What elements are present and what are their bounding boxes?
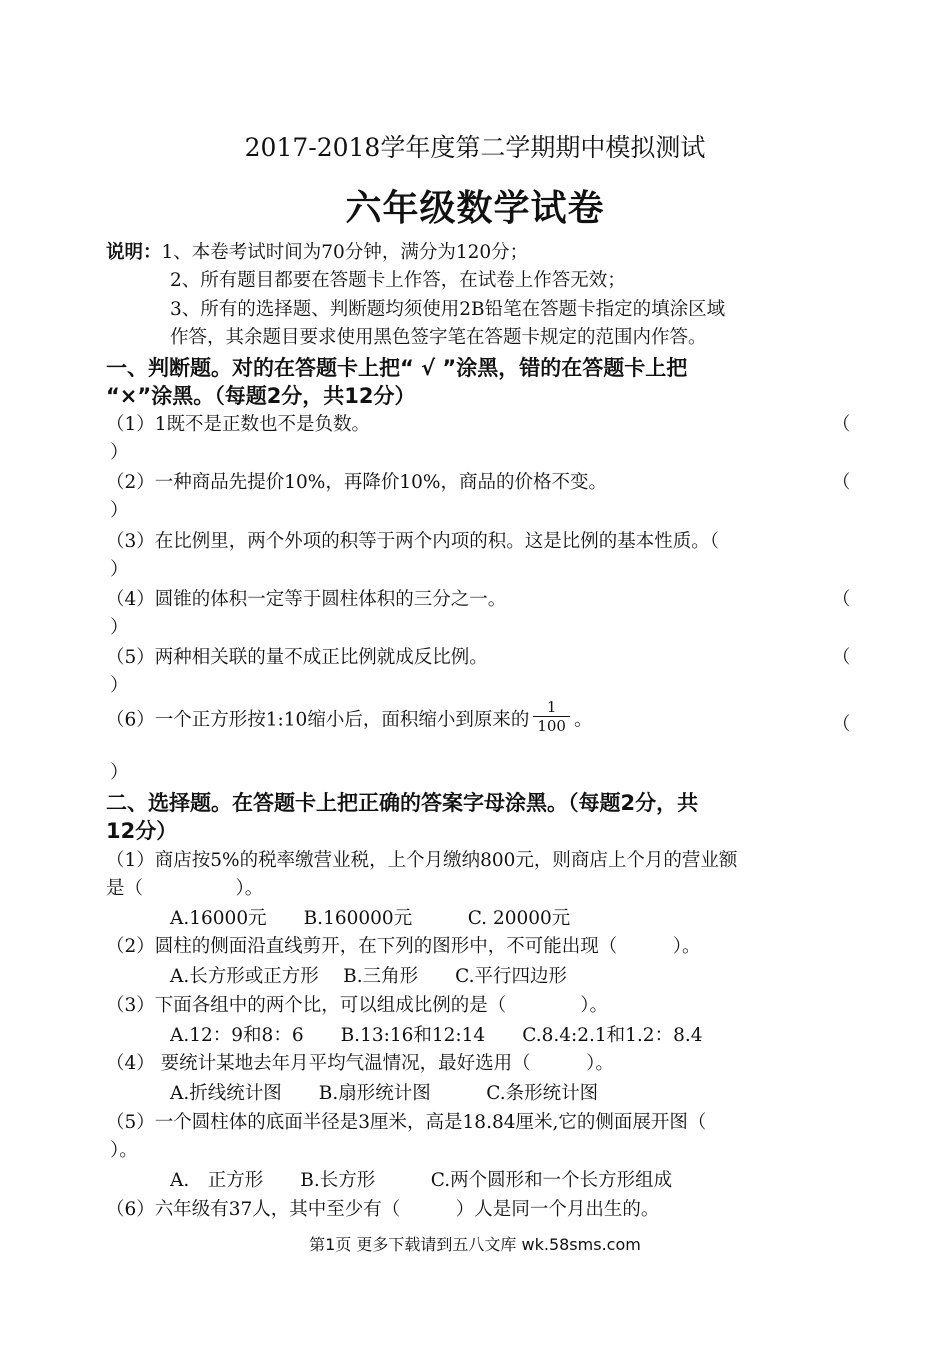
s2-question-4: （4） 要统计某地去年月平均气温情况，最好选用（ ）。: [106, 1053, 614, 1074]
fraction-numerator: 1: [533, 698, 570, 717]
s1-q4-close-paren: ）: [110, 617, 129, 638]
s2-q1-options: A.16000元 B.160000元 C. 20000元: [170, 908, 571, 929]
s2-q2-options: A.长方形或正方形 B.三角形 C.平行四边形: [170, 966, 567, 987]
s1-q6-open-paren: （: [832, 714, 851, 735]
section1-heading-line1: 一、判断题。对的在答题卡上把“ √ ”涂黑，错的在答题卡上把: [106, 356, 688, 380]
s1-question-5: （5）两种相关联的量不成正比例就成反比例。: [106, 647, 488, 668]
s1-q6-text: （6）一个正方形按1:10缩小后，面积缩小到原来的: [106, 709, 530, 731]
s2-question-6: （6）六年级有37人，其中至少有（ ）人是同一个月出生的。: [106, 1199, 660, 1220]
notes-line-1: [106, 238, 528, 264]
s2-q3-options: A.12：9和8：6 B.13:16和12:14 C.8.4:2.1和1.2：8.4: [170, 1025, 703, 1046]
s1-q6-close-paren: ）: [110, 762, 129, 783]
s1-q5-open-paren: （: [832, 647, 851, 668]
notes-text-1: 1、本卷考试时间为70分钟，满分为120分；: [161, 242, 529, 263]
s2-question-5-line2: ）。: [110, 1140, 138, 1161]
s2-question-3: （3）下面各组中的两个比，可以组成比例的是（ ）。: [106, 995, 609, 1016]
s1-question-3: （3）在比例里，两个外项的积等于两个内项的积。这是比例的基本性质。（: [106, 531, 720, 552]
fraction-denominator: 100: [537, 717, 566, 735]
s1-q1-close-paren: ）: [110, 442, 129, 463]
s1-q3-close-paren: ）: [110, 559, 129, 580]
s1-question-6: [106, 698, 593, 739]
notes-line-3a: 3、所有的选择题、判断题均须使用2B铅笔在答题卡指定的填涂区域: [170, 299, 726, 320]
s2-question-1-line1: （1）商店按5%的税率缴营业税，上个月缴纳800元，则商店上个月的营业额: [106, 850, 738, 871]
section2-heading-line2: 12分）: [106, 819, 178, 843]
s1-q4-open-paren: （: [832, 589, 851, 610]
s2-question-5-line1: （5）一个圆柱体的底面半径是3厘米，高是18.84厘米,它的侧面展开图（: [106, 1112, 707, 1133]
s2-q4-options: A.折线统计图 B.扇形统计图 C.条形统计图: [170, 1083, 599, 1104]
exam-title: 六年级数学试卷: [345, 188, 605, 229]
s1-question-2: （2）一种商品先提价10%，再降价10%，商品的价格不变。: [106, 472, 608, 493]
s2-q5-options: A. 正方形 B.长方形 C.两个圆形和一个长方形组成: [170, 1170, 673, 1191]
notes-line-2: 2、所有题目都要在答题卡上作答，在试卷上作答无效；: [170, 270, 626, 291]
s1-q2-open-paren: （: [832, 472, 851, 493]
s2-question-1-line2: 是（ ）。: [106, 878, 264, 899]
s1-q2-close-paren: ）: [110, 500, 129, 521]
page-footer: 第1页 更多下载请到五八文库 wk.58sms.com: [309, 1235, 641, 1254]
notes-label: 说明：: [106, 242, 162, 263]
s1-q6-text-end: 。: [573, 709, 593, 731]
s2-question-2: （2）圆柱的侧面沿直线剪开，在下列的图形中，不可能出现（ ）。: [106, 936, 701, 957]
s1-question-4: （4）圆锥的体积一定等于圆柱体积的三分之一。: [106, 589, 507, 610]
fraction-one-hundredth: [533, 698, 570, 735]
s1-q1-open-paren: （: [832, 414, 851, 435]
s1-q5-close-paren: ）: [110, 675, 129, 696]
s1-question-1: （1）1既不是正数也不是负数。: [106, 414, 371, 435]
notes-line-3b: 作答，其余题目要求使用黑色签字笔在答题卡规定的范围内作答。: [170, 327, 707, 348]
exam-subtitle: 2017-2018学年度第二学期期中模拟测试: [244, 133, 706, 162]
section1-heading-line2: “×”涂黑。（每题2分，共12分）: [106, 384, 416, 408]
section2-heading-line1: 二、选择题。在答题卡上把正确的答案字母涂黑。（每题2分，共: [106, 791, 699, 815]
